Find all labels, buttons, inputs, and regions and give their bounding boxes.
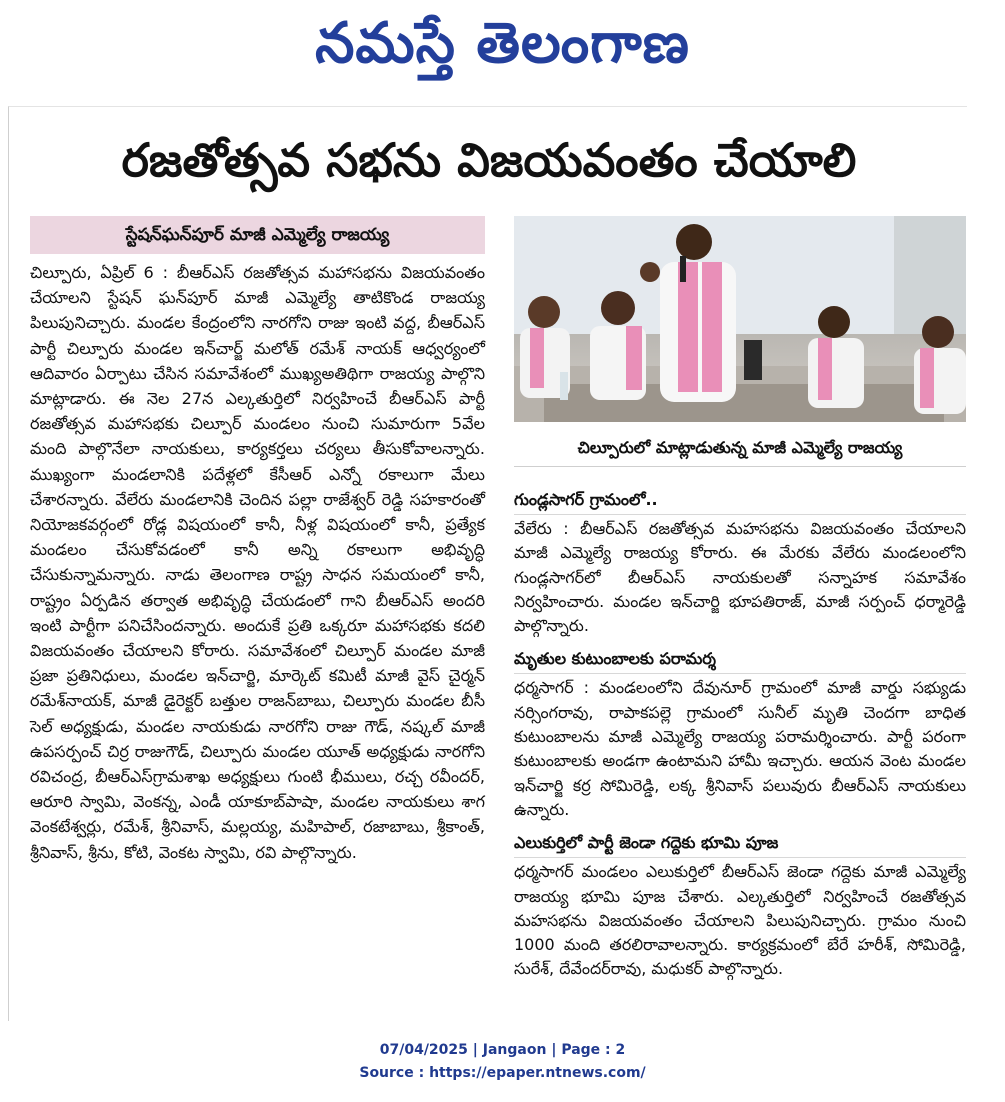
main-story-text: బీఆర్ఎస్ రజతోత్సవ మహాసభను విజయవంతం చేయాలని స్టేషన్ ఘన్‌పూర్ మాజీ ఎమ్మెల్యే తాటికొండ రాజయ్య పిలుపునిచ్చారు. మండల కేంద్రంలోని నారగోని రాజు ఇంటి వద్ద, బీఆర్ఎస్ పార్టీ చిల్పూరు మండల ఇన్‌చార్జ్ మలోత్ రమేశ్ నాయక్ ఆధ్వర్యంలో ఆదివారం ఏర్పాటు చేసిన సమావేశంలో ముఖ్యఅతిథిగా రాజయ్య పాల్గొని మాట్లాడారు. ఈ నెల 27న ఎల్కతుర్తిలో నిర్వహించే బీఆర్ఎస్ పార్టీ రజతోత్సవ మహాసభకు చిల్పూర్ మండలం నుంచి సుమారుగా 5వేల మంది పాల్గొనేలా నాయకులు, కార్యకర్తలు చర్యలు తీసుకోవాలన్నారు. ముఖ్యంగా మండలానికి పదేళ్లలో కేసీఆర్ ఎన్నో రకాలుగా మేలు చేశారన్నారు. వేలేరు మండలానికి చెందిన పల్లా రాజేశ్వర్ రెడ్డి సహకారంతో నియోజకవర్గంలో రోడ్ల విషయంలో కానీ, నీళ్ల విషయంలో కానీ, ప్రత్యేక మండలం చేసుకోవడంలో కానీ అన్ని రకాలుగా అభివృద్ధి చేసుకున్నామన్నారు. నాడు తెలంగాణ రాష్ట్ర సాధన సమయంలో కానీ, రాష్ట్రం ఏర్పడిన తర్వాత అభివృద్ధి చేయడంలో గాని బీఆర్ఎస్ అందరి ఇంటి పార్టీగా పనిచేసిందన్నారు. అందుకే ప్రతి ఒక్కరూ మహాసభకు కదలి విజయవంతం చేయాలని కోరారు. సమావేశంలో చిల్పూర్ మండల మాజీ ప్రజా ప్రతినిధులు, మండల ఇన్‌చార్జి, మార్కెట్ కమిటీ మాజీ వైస్ చైర్మన్ రమేశ్‌నాయక్, మాజీ డైరెక్టర్ బత్తుల రాజన్‌బాబు, చిల్పూరు మండల బీసీ సెల్ అధ్యక్షుడు, మండల నాయకుడు నారగోని రాజు గౌడ్, నష్కల్ మాజీ ఉపసర్పంచ్ చిర్ర రాజుగౌడ్, చిల్పూరు మండల యూత్ అధ్యక్షుడు నారగోని రవిచంద్ర, బీఆర్ఎస్‌గ్రామశాఖ అధ్యక్షులు గుంటి భీములు, రచ్చ రవీందర్, ఆరూరి స్వామి, వెంకన్న, ఎండీ యాకూబ్‌పాషా, మండల నాయకులు శాగ వెంకటేశ్వర్లు, రమేశ్, శ్రీనివాస్, మల్లయ్య, మహిపాల్, రజాబాబు, శ్రీకాంత్, శ్రీనివాస్, శ్రీను, కోటి, వెంకట స్వామి, రవి పాల్గొన్నారు. bbox=[30, 263, 485, 862]
dateline: చిల్పూరు, ఏప్రిల్ 6 : bbox=[30, 263, 169, 282]
footer-edition: Jangaon bbox=[482, 1042, 547, 1058]
section-body-flag-pooja: ధర్మసాగర్ మండలం ఎలుకుర్తిలో బీఆర్ఎస్ జెండా గద్దెకు మాజీ ఎమ్మెల్యే రాజయ్య భూమి పూజ చేశారు. ఎల్కతుర్తిలో నిర్వహించే రజతోత్సవ మహసభను విజయవంతం చేయాలని పిలుపునిచ్చారు. గ్రామం నుంచి 1000 మంది తరలిరావాలన్నారు. కార్యక్రమంలో బేరే హరీశ్, సోమిరెడ్డి, సురేశ్, దేవేందర్‌రావు, మధుకర్ పాల్గొన్నారు. bbox=[514, 862, 966, 979]
section-body-gundlasagar: వేలేరు : బీఆర్ఎస్ రజతోత్సవ మహసభను విజయవంతం చేయాలని మాజీ ఎమ్మెల్యే రాజయ్య కోరారు. ఈ మేరకు వేలేరు మండలంలోని గుండ్లసాగర్‌లో బీఆర్ఎస్ నాయకులతో సన్నాహక సమావేశం నిర్వహించారు. మండల ఇన్‌చార్జి భూపతిరాజ్, మాజీ సర్పంచ్ ధర్మారెడ్డి పాల్గొన్నారు. bbox=[514, 519, 966, 636]
footer-source-line bbox=[0, 1065, 1005, 1081]
main-story-column bbox=[30, 216, 485, 865]
footer-date: 07/04/2025 bbox=[379, 1042, 468, 1058]
news-photo bbox=[514, 216, 966, 422]
section-title-condolence: మృతుల కుటుంబాలకు పరామర్శ bbox=[514, 646, 966, 674]
footer-source-label: Source : bbox=[359, 1065, 425, 1081]
section-body-condolence: ధర్మసాగర్ : మండలంలోని దేవునూర్ గ్రామంలో మాజీ వార్డు సభ్యుడు నర్సింగరావు, రాపాకపల్లె గ్రామంలో సునీల్ మృతి చెందగా బాధిత కుటుంబాలను మాజీ ఎమ్మెల్యే రాజయ్య పరామర్శించారు. పార్టీ పరంగా కుటుంబాలకు అండగా ఉంటామని హామీ ఇచ్చారు. ఆయన వెంట మండల ఇన్‌చార్జి కర్ర సోమిరెడ్డి, లక్క శ్రీనివాస్ పలువురు బీఆర్ఎస్ నాయకులు ఉన్నారు. bbox=[514, 678, 966, 819]
section-title-flag-pooja: ఎలుకుర్తిలో పార్టీ జెండా గద్దెకు భూమి పూజ bbox=[514, 830, 966, 858]
footer-edition-line bbox=[0, 1042, 1005, 1058]
newspaper-masthead: నమస్తే తెలంగాణ bbox=[315, 10, 690, 76]
main-story-body bbox=[30, 260, 485, 865]
article-headline: రజతోత్సవ సభను విజయవంతం చేయాలి bbox=[121, 133, 857, 187]
footer-source-link[interactable]: https://epaper.ntnews.com/ bbox=[429, 1065, 646, 1081]
news-photo-illustration bbox=[514, 216, 966, 422]
side-column bbox=[514, 216, 966, 982]
section-title-gundlasagar: గుండ్లసాగర్ గ్రామంలో.. bbox=[514, 487, 966, 515]
footer-separator-2: | bbox=[551, 1042, 557, 1058]
photo-caption: చిల్పూరులో మాట్లాడుతున్న మాజీ ఎమ్మెల్యే రాజయ్య bbox=[514, 430, 966, 467]
byline-banner: స్టేషన్‌ఘన్‌పూర్ మాజీ ఎమ్మెల్యే రాజయ్య bbox=[30, 216, 485, 254]
footer-page: Page : 2 bbox=[561, 1042, 626, 1058]
footer-separator-1: | bbox=[472, 1042, 478, 1058]
